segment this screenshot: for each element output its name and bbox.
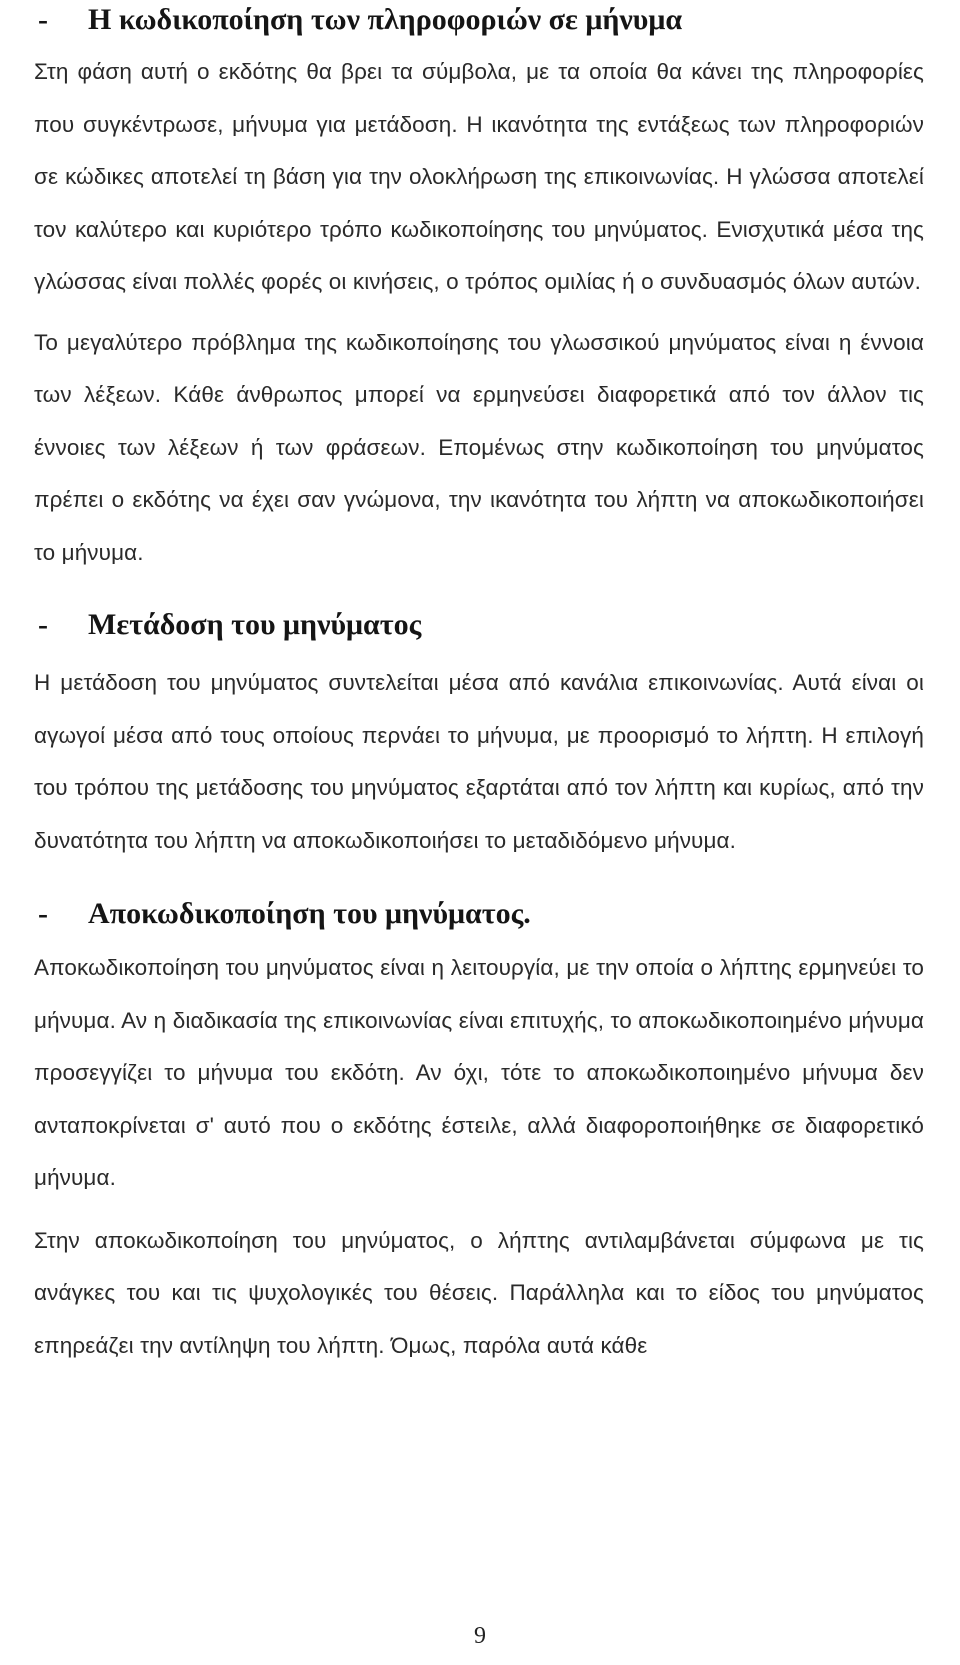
heading-dash: - (38, 897, 48, 930)
section-heading-message-decoding (34, 896, 924, 932)
heading-dash: - (38, 608, 48, 641)
page-number: 9 (474, 1623, 486, 1649)
paragraph-decoding-perception: Στην αποκωδικοποίηση του μηνύματος, ο λήπτης αντιλαμβάνεται σύμφωνα με τις ανάγκες του και τις ψυχολογικές του θέσεις. Παράλληλα και το είδος του μηνύματος επηρεάζει την αντίληψη του λήπτη. Όμως, παρόλα αυτά κάθε (34, 1227, 924, 1358)
heading-text: Μετάδοση του μηνύματος (88, 608, 422, 641)
paragraph-encoding-problem: Το μεγαλύτερο πρόβλημα της κωδικοποίησης του γλωσσικού μηνύματος είναι η έννοια των λέξεων. Κάθε άνθρωπος μπορεί να ερμηνεύσει διαφορετικά από τον άλλον τις έννοιες των λέξεων ή των φράσεων. Επομένως στην κωδικοποίηση του μηνύματος πρέπει ο εκδότης να έχει σαν γνώμονα, την ικανότητα του λήπτη να αποκωδικοποιήσει το μήνυμα. (34, 329, 924, 565)
paragraph-encoding-intro: Στη φάση αυτή ο εκδότης θα βρει τα σύμβολα, με τα οποία θα κάνει της πληροφορίες που συγκέντρωσε, μήνυμα για μετάδοση. Η ικανότητα της εντάξεως των πληροφοριών σε κώδικες αποτελεί τη βάση για την ολοκλήρωση της επικοινωνίας. Η γλώσσα αποτελεί τον καλύτερο και κυριότερο τρόπο κωδικοποίησης του μηνύματος. Ενισχυτικά μέσα της γλώσσας είναι πολλές φορές οι κινήσεις, ο τρόπος ομιλίας ή ο συνδυασμός όλων αυτών. (34, 59, 924, 294)
section-heading-message-encoding (34, 2, 924, 38)
paragraph-transmission: Η μετάδοση του μηνύματος συντελείται μέσα από κανάλια επικοινωνίας. Αυτά είναι οι αγωγοί μέσα από τους οποίους περνάει το μήνυμα, με προορισμό το λήπτη. Η επιλογή του τρόπου της μετάδοσης του μηνύματος εξαρτάται από τον λήπτη και κυρίως, από την δυνατότητα του λήπτη να αποκωδικοποιήσει το μεταδιδόμενο μήνυμα. (34, 670, 924, 853)
paragraph-decoding-definition: Αποκωδικοποίηση του μηνύματος είναι η λειτουργία, με την οποία ο λήπτης ερμηνεύει το μήνυμα. Αν η διαδικασία της επικοινωνίας είναι επιτυχής, το αποκωδικοποιημένο μήνυμα προσεγγίζει το μήνυμα του εκδότη. Αν όχι, τότε το αποκωδικοποιημένο μήνυμα δεν ανταποκρίνεται σ' αυτό που ο εκδότης έστειλε, αλλά διαφοροποιήθηκε σε διαφορετικό μήνυμα. (34, 955, 924, 1190)
heading-text: Η κωδικοποίηση των πληροφοριών σε μήνυμα (88, 3, 683, 36)
section-heading-message-transmission (34, 607, 924, 643)
heading-text: Αποκωδικοποίηση του μηνύματος. (88, 897, 531, 930)
heading-dash: - (38, 3, 48, 36)
